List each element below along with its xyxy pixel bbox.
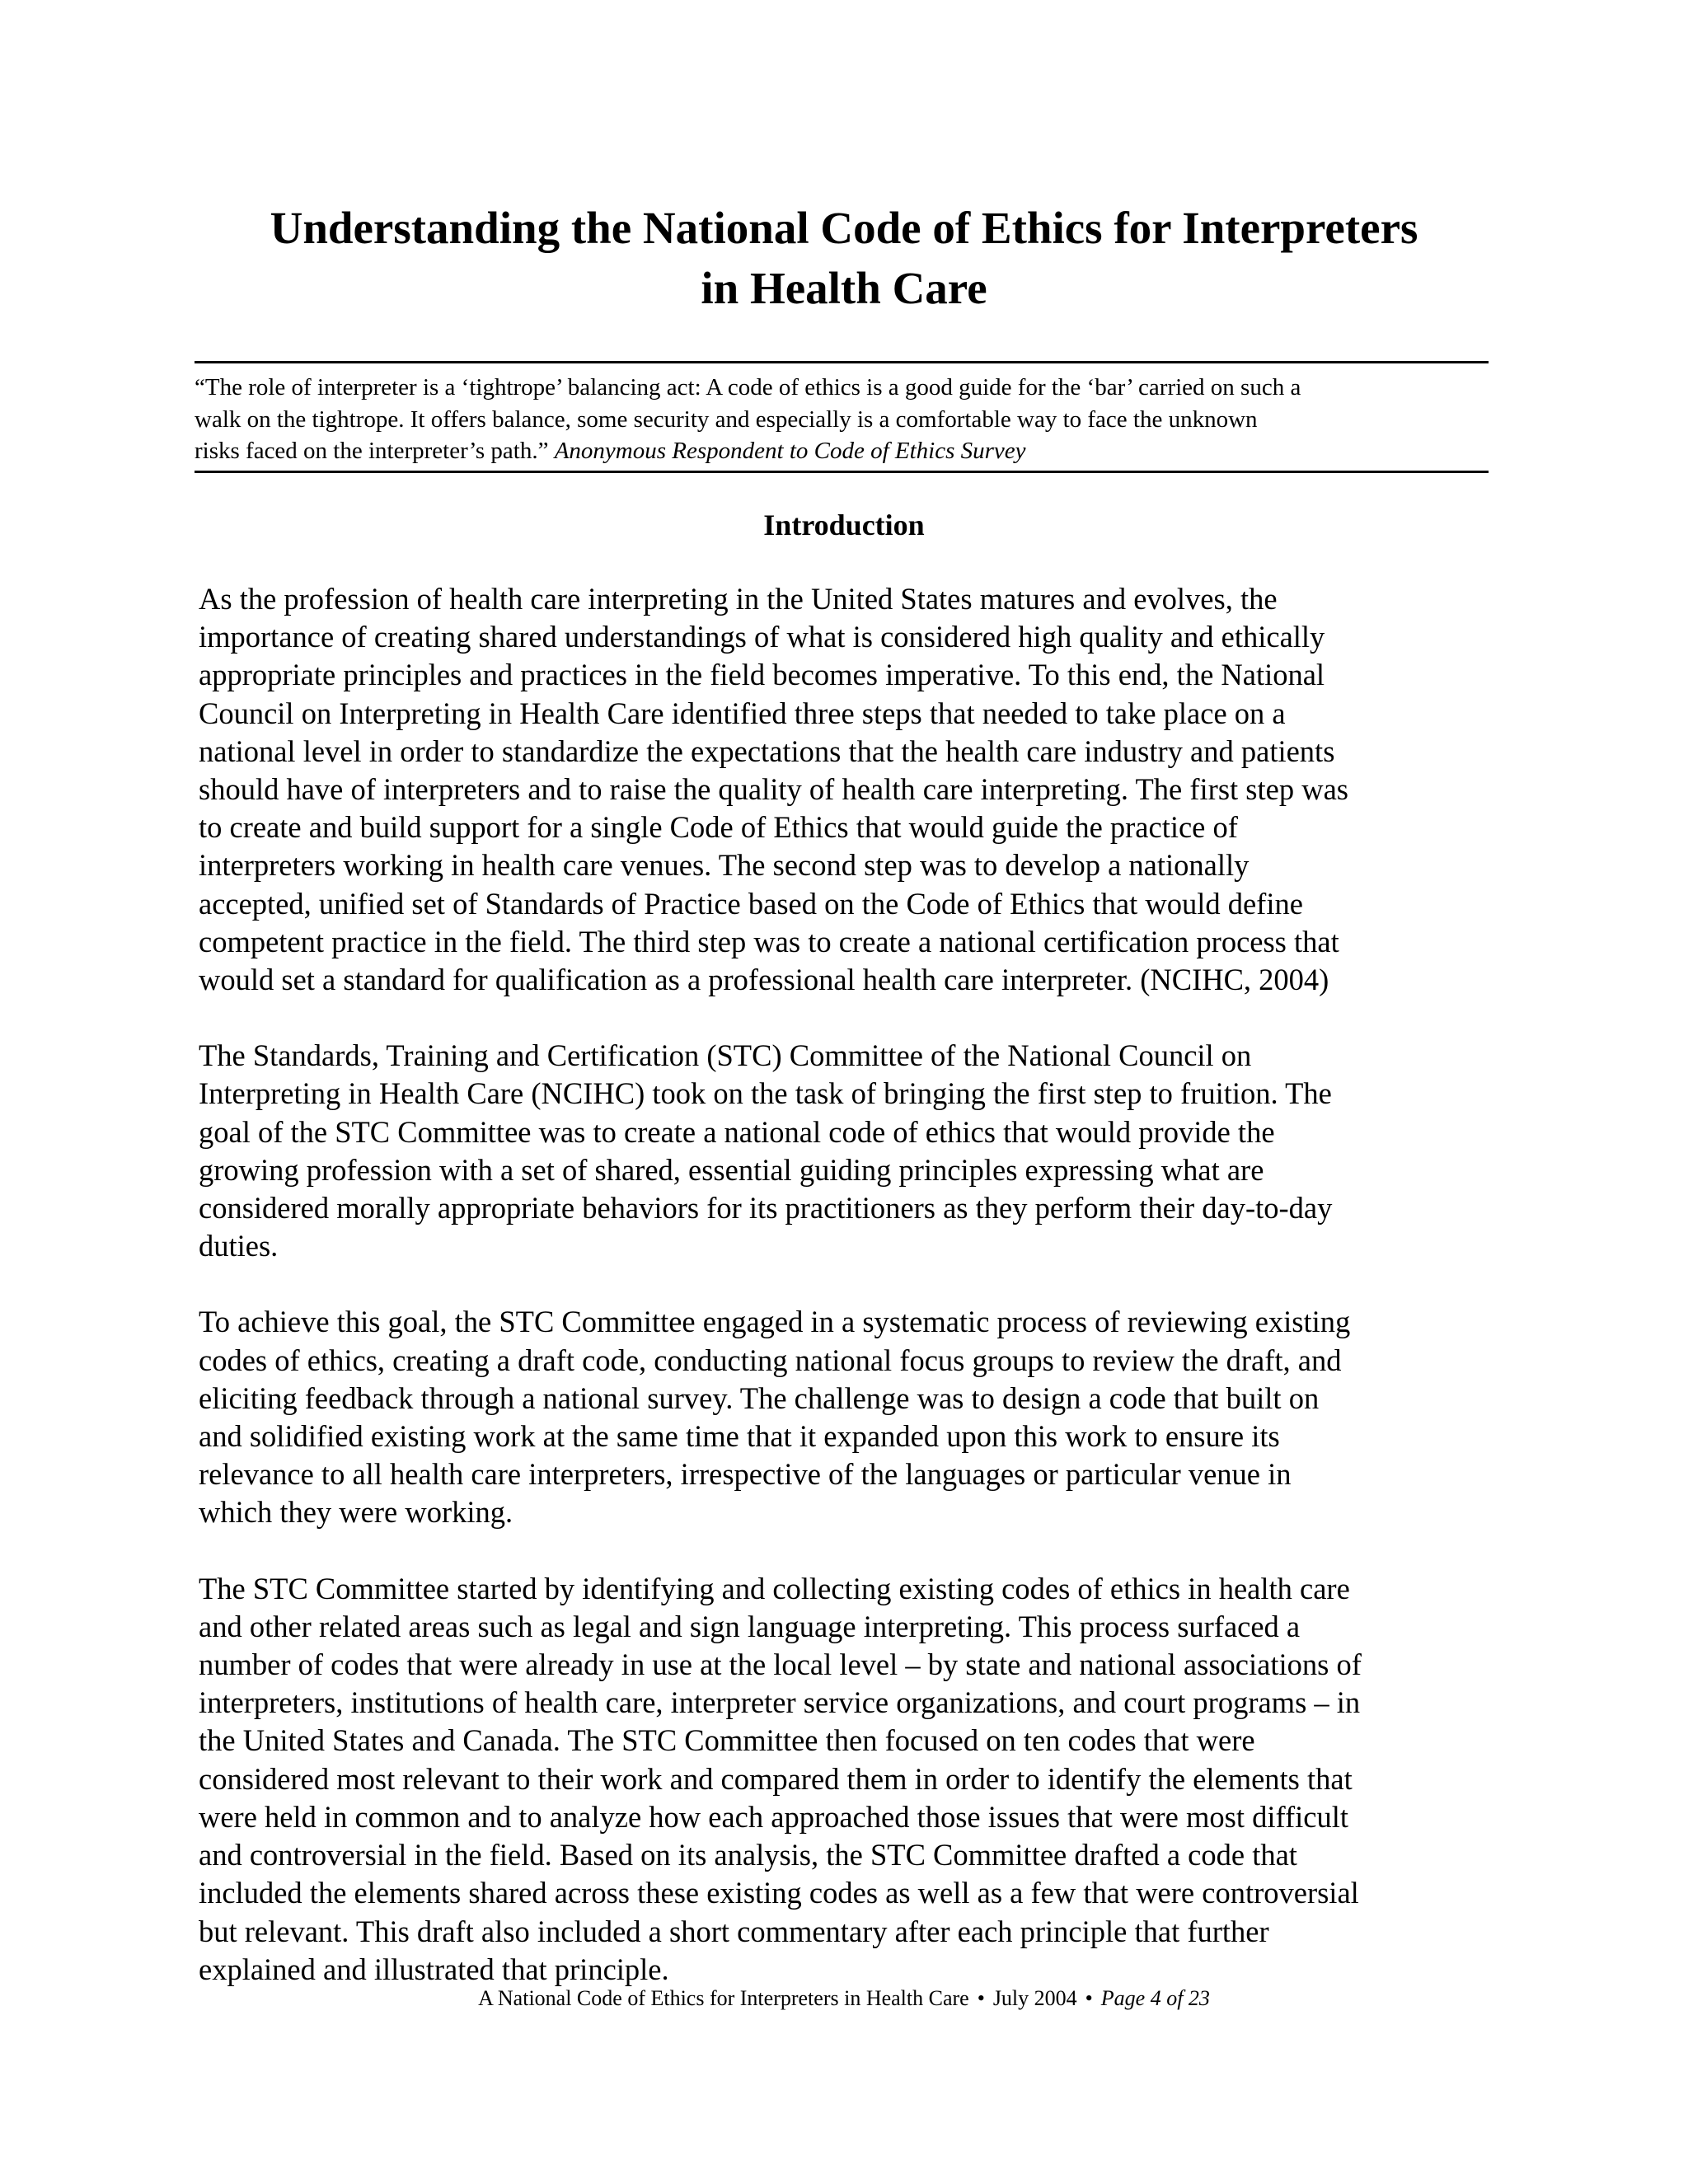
text-line: considered morally appropriate behaviors for its practitioners as they perform their day-to-day — [199, 1191, 1333, 1226]
footer-page-number: Page 4 of 23 — [1100, 1986, 1210, 2010]
text-line: included the elements shared across these existing codes as well as a few that were controversial — [199, 1876, 1359, 1910]
text-line: Interpreting in Health Care (NCIHC) took on the task of bringing the first step to fruition. The — [199, 1076, 1332, 1111]
text-line: considered most relevant to their work and compared them in order to identify the elements that — [199, 1761, 1353, 1796]
footer-bullet: • — [977, 1986, 985, 2010]
text-line: and other related areas such as legal and sign language interpreting. This process surfaced a — [199, 1609, 1301, 1643]
paragraph-2 — [199, 1037, 1484, 1265]
text-line: the United States and Canada. The STC Committee then focused on ten codes that were — [199, 1723, 1255, 1758]
quote-line-3-text: risks faced on the interpreter’s path.” — [195, 438, 549, 464]
epigraph-quote — [195, 361, 1489, 473]
text-line: accepted, unified set of Standards of Practice based on the Code of Ethics that would define — [199, 886, 1303, 921]
text-line: explained and illustrated that principle. — [199, 1952, 669, 1986]
title-line-2: in Health Care — [701, 263, 987, 313]
title-line-1: Understanding the National Code of Ethics for Interpreters — [270, 203, 1418, 253]
text-line: to create and build support for a single Code of Ethics that would guide the practice of — [199, 810, 1238, 845]
text-line: The STC Committee started by identifying and collecting existing codes of ethics in health care — [199, 1571, 1350, 1605]
text-line: appropriate principles and practices in the field becomes imperative. To this end, the National — [199, 658, 1325, 692]
quote-line-1: “The role of interpreter is a ‘tightrope’ balancing act: A code of ethics is a good guide for the ‘bar’ carried on such a — [195, 374, 1301, 401]
text-line: and solidified existing work at the same time that it expanded upon this work to ensure its — [199, 1419, 1280, 1454]
text-line: competent practice in the field. The third step was to create a national certification process that — [199, 924, 1339, 958]
text-line: which they were working. — [199, 1495, 513, 1530]
quote-line-2: walk on the tightrope. It offers balance, some security and especially is a comfortable way to face the unknown — [195, 405, 1258, 433]
document-title — [165, 198, 1523, 318]
paragraph-1 — [199, 580, 1484, 999]
footer-doc-title: A National Code of Ethics for Interpreters in Health Care — [478, 1986, 969, 2010]
text-line: To achieve this goal, the STC Committee engaged in a systematic process of reviewing existing — [199, 1305, 1351, 1339]
footer-bullet: • — [1085, 1986, 1093, 2010]
footer-date: July 2004 — [992, 1986, 1077, 2010]
body-text — [199, 580, 1484, 2027]
text-line: should have of interpreters and to raise the quality of health care interpreting. The first step was — [199, 772, 1348, 807]
text-line: As the profession of health care interpreting in the United States matures and evolves, the — [199, 582, 1278, 616]
text-line: but relevant. This draft also included a short commentary after each principle that further — [199, 1914, 1269, 1948]
text-line: growing profession with a set of shared, essential guiding principles expressing what are — [199, 1152, 1264, 1187]
text-line: were held in common and to analyze how each approached those issues that were most difficult — [199, 1799, 1349, 1834]
text-line: Council on Interpreting in Health Care identified three steps that needed to take place on a — [199, 696, 1286, 730]
text-line: number of codes that were already in use at the local level – by state and national associations of — [199, 1647, 1362, 1682]
paragraph-3 — [199, 1303, 1484, 1531]
text-line: interpreters working in health care venues. The second step was to develop a nationally — [199, 848, 1250, 883]
text-line: and controversial in the field. Based on its analysis, the STC Committee drafted a code that — [199, 1838, 1297, 1872]
page-footer — [165, 1985, 1523, 2013]
section-heading: Introduction — [763, 509, 925, 541]
quote-attribution: Anonymous Respondent to Code of Ethics Survey — [554, 438, 1026, 464]
text-line: duties. — [199, 1229, 279, 1263]
text-line: goal of the STC Committee was to create a national code of ethics that would provide the — [199, 1114, 1275, 1149]
text-line: national level in order to standardize the expectations that the health care industry and patients — [199, 733, 1335, 768]
paragraph-4 — [199, 1570, 1484, 1989]
text-line: codes of ethics, creating a draft code, conducting national focus groups to review the draft, and — [199, 1343, 1342, 1377]
quote-line-3 — [195, 435, 1489, 467]
text-line: The Standards, Training and Certification (STC) Committee of the National Council on — [199, 1038, 1252, 1073]
text-line: interpreters, institutions of health care, interpreter service organizations, and court programs – in — [199, 1685, 1361, 1720]
text-line: relevance to all health care interpreters, irrespective of the languages or particular venue in — [199, 1457, 1292, 1492]
text-line: eliciting feedback through a national survey. The challenge was to design a code that built on — [199, 1380, 1320, 1415]
text-line: importance of creating shared understandings of what is considered high quality and ethically — [199, 620, 1325, 654]
text-line: would set a standard for qualification as a professional health care interpreter. (NCIHC, 2004) — [199, 963, 1329, 997]
